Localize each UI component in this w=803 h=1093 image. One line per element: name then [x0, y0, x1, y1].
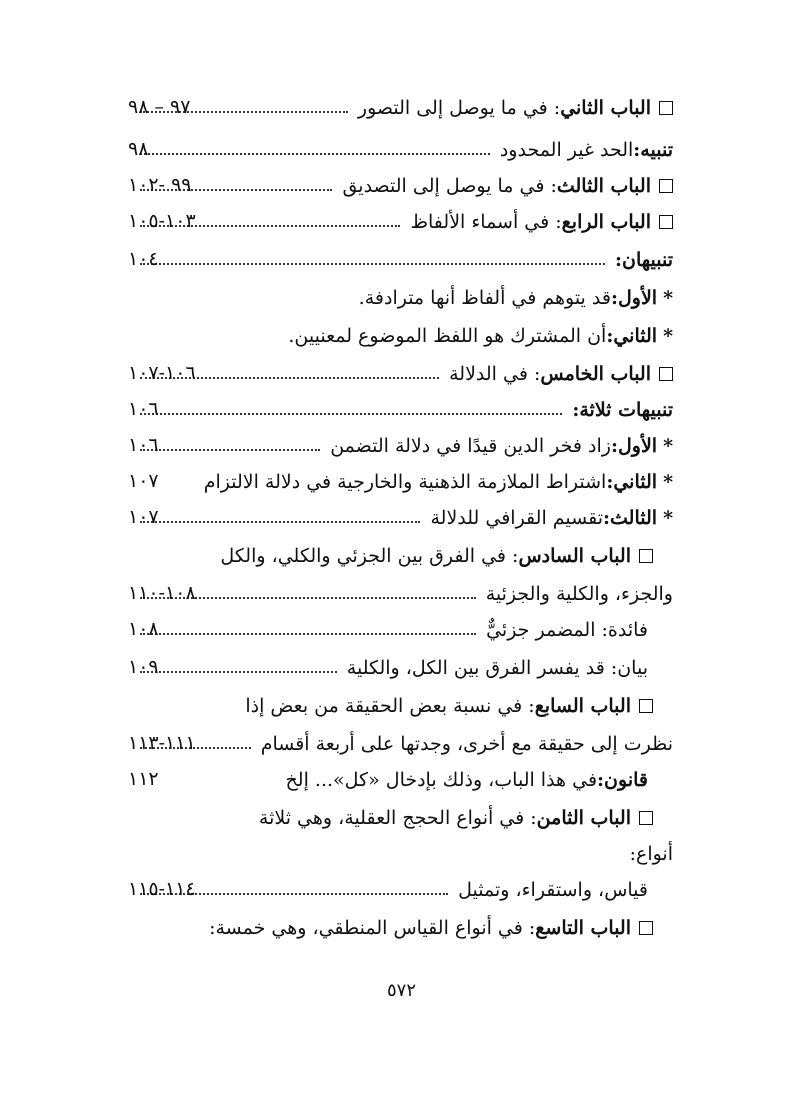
asterisk-icon: * [663, 507, 673, 529]
entry-title: الأول: [610, 287, 658, 309]
toc-entry [130, 906, 653, 950]
entry-title: الباب الخامس [540, 363, 651, 385]
entry-page: ١١٤-١١٥ [128, 878, 196, 900]
entry-text: في هذا الباب، وذلك بإدخال «كل»... إلخ [285, 769, 598, 791]
entry-title: الثاني: [606, 325, 658, 347]
entry-text: قياس، واستقراء، وتمثيل [458, 879, 648, 901]
entry-text: فائدة: المضمر جزئيٌّ [486, 619, 648, 641]
entry-text: : في ما يوصل إلى التصديق [342, 175, 557, 197]
entry-page: ١٠٧ [128, 470, 159, 492]
entry-page: ١٠٦ [128, 398, 159, 420]
entry-text: : في أسماء الألفاظ [410, 211, 562, 233]
entry-title: الباب السادس [518, 545, 631, 567]
asterisk-icon: * [663, 325, 673, 347]
entry-text: والجزء، والكلية والجزئية [485, 583, 673, 605]
checkbox-square-icon [639, 921, 653, 935]
entry-page: ٩٧ – ٩٨ [128, 96, 191, 118]
checkbox-square-icon [639, 811, 653, 825]
entry-text: : في الفرق بين الجزئي والكلي، والكل [220, 545, 519, 567]
entry-page: ١٠٧ [128, 506, 159, 528]
entry-page: ١٠٣-١٠٥ [128, 210, 196, 232]
entry-page: ١١١-١١٣ [128, 732, 196, 754]
entry-text: : في أنواع الحجج العقلية، وهي ثلاثة [258, 807, 537, 829]
entry-page: ١٠٨ [128, 618, 159, 640]
entry-page: ١٠٩ [128, 656, 159, 678]
entry-page: ١٠٤ [128, 248, 159, 270]
entry-text: زاد فخر الدين قيدًا في دلالة التضمن [330, 435, 611, 457]
entry-text: : في نسبة بعض الحقيقة من بعض إذا [245, 695, 535, 717]
entry-text: اشتراط الملازمة الذهنية والخارجية في دلالة الالتزام [203, 471, 607, 493]
entry-title: الثاني: [606, 471, 658, 493]
entry-page: ١٠٦-١٠٧ [128, 362, 196, 384]
checkbox-square-icon [659, 367, 673, 381]
entry-title: الباب الثاني [560, 97, 651, 119]
entry-title: الباب الرابع [561, 211, 651, 233]
entry-text: : في ما يوصل إلى التصور [357, 97, 561, 119]
checkbox-square-icon [659, 215, 673, 229]
entry-text: : في أنواع القياس المنطقي، وهي خمسة: [209, 917, 536, 939]
asterisk-icon: * [663, 471, 673, 493]
checkbox-square-icon [639, 699, 653, 713]
entry-title: الباب الثامن [536, 807, 631, 829]
entry-page: ١١٢ [128, 768, 159, 790]
entry-title: قانون: [597, 769, 648, 791]
entry-page: ١٠٨-١١٠ [128, 582, 196, 604]
entry-title: الباب التاسع [535, 917, 631, 939]
entry-text: بيان: قد يفسر الفرق بين الكل، والكلية [346, 657, 648, 679]
entry-text: نظرت إلى حقيقة مع أخرى، وجدتها على أربعة أقسام [260, 733, 673, 755]
entry-title: تنبيه: [633, 139, 673, 161]
asterisk-icon: * [663, 287, 673, 309]
entry-text: : في الدلالة [449, 363, 541, 385]
entry-text: تقسيم القرافي للدلالة [430, 507, 603, 529]
entry-title: الباب السابع [534, 695, 631, 717]
entry-title: تنبيهان: [614, 249, 673, 271]
checkbox-square-icon [659, 101, 673, 115]
checkbox-square-icon [639, 549, 653, 563]
checkbox-square-icon [659, 179, 673, 193]
entry-title: الباب الثالث [556, 175, 651, 197]
entry-title: الأول: [610, 435, 658, 457]
entry-text: قد يتوهم في ألفاظ أنها مترادفة. [358, 287, 611, 309]
asterisk-icon: * [663, 435, 673, 457]
page-number: ٥٧٢ [386, 980, 416, 1001]
entry-page: ٩٨ [128, 138, 149, 160]
entry-text: أنواع: [629, 843, 673, 865]
entry-text: أن المشترك هو اللفظ الموضوع لمعنيين. [288, 325, 607, 347]
entry-title: تنبيهات ثلاثة: [572, 399, 673, 421]
entry-title: الثالث: [603, 507, 658, 529]
entry-page: ١٠٦ [128, 434, 159, 456]
entry-page: ٩٩ -١٠٢ [128, 174, 192, 196]
entry-text: الحد غير المحدود [499, 139, 634, 161]
